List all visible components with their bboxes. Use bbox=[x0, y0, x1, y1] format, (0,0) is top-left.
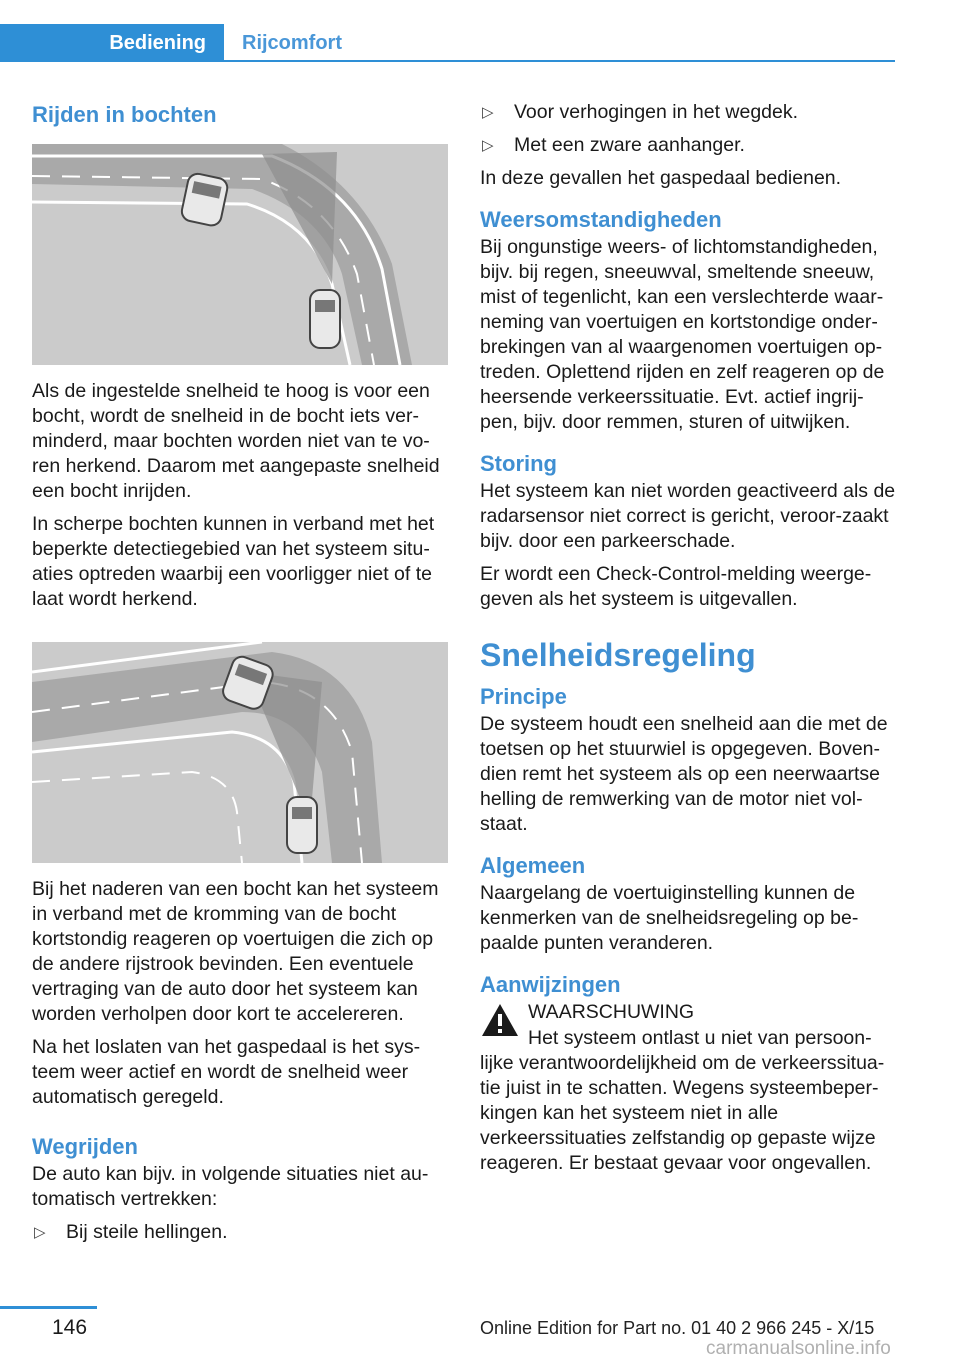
paragraph: In scherpe bochten kunnen in verband met het beperkte detectiegebied van het systeem situ-aties optreden waarbij een voorligger niet of te laat wordt herkend. bbox=[32, 513, 435, 610]
curve-illustration-2 bbox=[32, 642, 448, 863]
paragraph: In deze gevallen het gaspedaal bedienen. bbox=[480, 167, 842, 189]
left-column bbox=[32, 100, 448, 1253]
heading-aanwijzingen: Aanwijzingen bbox=[480, 972, 621, 997]
car-rear bbox=[287, 797, 317, 853]
paragraph: Er wordt een Check-Control-melding weerge-geven als het systeem is uitgevallen. bbox=[480, 563, 872, 610]
paragraph: Bij ongunstige weers- of lichtomstandigheden, bijv. bij regen, sneeuwval, smeltende sneeuw, mist of tegenlicht, kan een verslechterde waar-neming van voertuigen en kortstondige onder-brekingen van al waargenomen voertuigen op-treden. Oplettend rijden en zelf reageren op de heersende verkeerssituatie. Evt. actief ingrij-pen, bijv. door remmen, sturen of uitwijken. bbox=[480, 236, 885, 433]
header-divider bbox=[0, 60, 895, 62]
heading-wegrijden: Wegrijden bbox=[32, 1134, 138, 1159]
page-number: 146 bbox=[52, 1316, 88, 1339]
triangle-bullet-icon: ▷ bbox=[34, 1224, 46, 1241]
curve-illustration-1 bbox=[32, 144, 448, 365]
heading-snelheidsregeling: Snelheidsregeling bbox=[480, 637, 756, 673]
watermark: carmanualsonline.info bbox=[706, 1338, 891, 1359]
warning-title: WAARSCHUWING bbox=[528, 1001, 695, 1023]
heading-principe: Principe bbox=[480, 684, 567, 709]
car-front bbox=[180, 172, 229, 227]
situation-list-continued bbox=[480, 100, 896, 158]
paragraph: De systeem houdt een snelheid aan die met de toetsen op het stuurwiel is opgegeven. Boven-dien remt het systeem als op een neerwaartse helling de remwerking van de motor niet vol-staat. bbox=[480, 713, 888, 835]
paragraph: Het systeem kan niet worden geactiveerd als de radarsensor niet correct is gericht, veroor-zaakt bijv. door een parkeerschade. bbox=[480, 480, 896, 552]
list-item: ▷ Voor verhogingen in het wegdek. bbox=[482, 101, 799, 123]
paragraph: Naargelang de voertuiginstelling kunnen de kenmerken van de snelheidsregeling op be-paalde punten veranderen. bbox=[480, 882, 859, 954]
warning-block bbox=[480, 1000, 896, 1052]
page-header bbox=[0, 0, 895, 64]
triangle-bullet-icon: ▷ bbox=[482, 104, 494, 121]
paragraph: Bij het naderen van een bocht kan het systeem in verband met de kromming van de bocht kortstondig reageren op voertuigen die zich op de andere rijstrook bevinden. Een eventuele vertraging van de auto door het systeem kan worden verholpen door kort te accelereren. bbox=[32, 878, 439, 1025]
paragraph: Als de ingestelde snelheid te hoog is voor een bocht, wordt de snelheid in de bocht iets ver-minderd, maar bochten worden niet van te vo-ren herkend. Daarom met aangepaste snelheid een bocht inrijden. bbox=[32, 380, 440, 502]
warning-triangle-icon bbox=[480, 1002, 520, 1038]
heading-weersomstandigheden: Weersomstandigheden bbox=[480, 207, 722, 232]
list-item: ▷ Met een zware aanhanger. bbox=[482, 134, 745, 156]
car-rear bbox=[310, 290, 340, 348]
list-item: ▷ Bij steile hellingen. bbox=[34, 1221, 228, 1243]
right-column bbox=[480, 100, 896, 1176]
heading-algemeen: Algemeen bbox=[480, 853, 586, 878]
paragraph: Na het loslaten van het gaspedaal is het sys-teem weer actief en wordt de snelheid weer automatisch geregeld. bbox=[32, 1036, 421, 1108]
situation-list bbox=[32, 1220, 448, 1245]
paragraph: De auto kan bijv. in volgende situaties niet au-tomatisch vertrekken: bbox=[32, 1163, 429, 1210]
warning-text: Het systeem ontlast u niet van persoon-lijke verantwoordelijkheid om de verkeerssitua-tie juist in te schatten. Wegens systeembeper-kingen kan het systeem niet in alle verkeerssituaties zelfstandig op gepaste wijze reageren. Er bestaat gevaar voor ongevallen. bbox=[480, 1027, 885, 1174]
heading-storing: Storing bbox=[480, 451, 557, 476]
heading-rijden-in-bochten: Rijden in bochten bbox=[32, 102, 217, 127]
tab-bediening[interactable]: Bediening bbox=[0, 24, 224, 62]
footer-divider bbox=[0, 1306, 97, 1309]
tab-rijcomfort[interactable]: Rijcomfort bbox=[242, 31, 342, 54]
edition-note: Online Edition for Part no. 01 40 2 966 245 - X/15 bbox=[480, 1318, 875, 1338]
triangle-bullet-icon: ▷ bbox=[482, 137, 494, 154]
